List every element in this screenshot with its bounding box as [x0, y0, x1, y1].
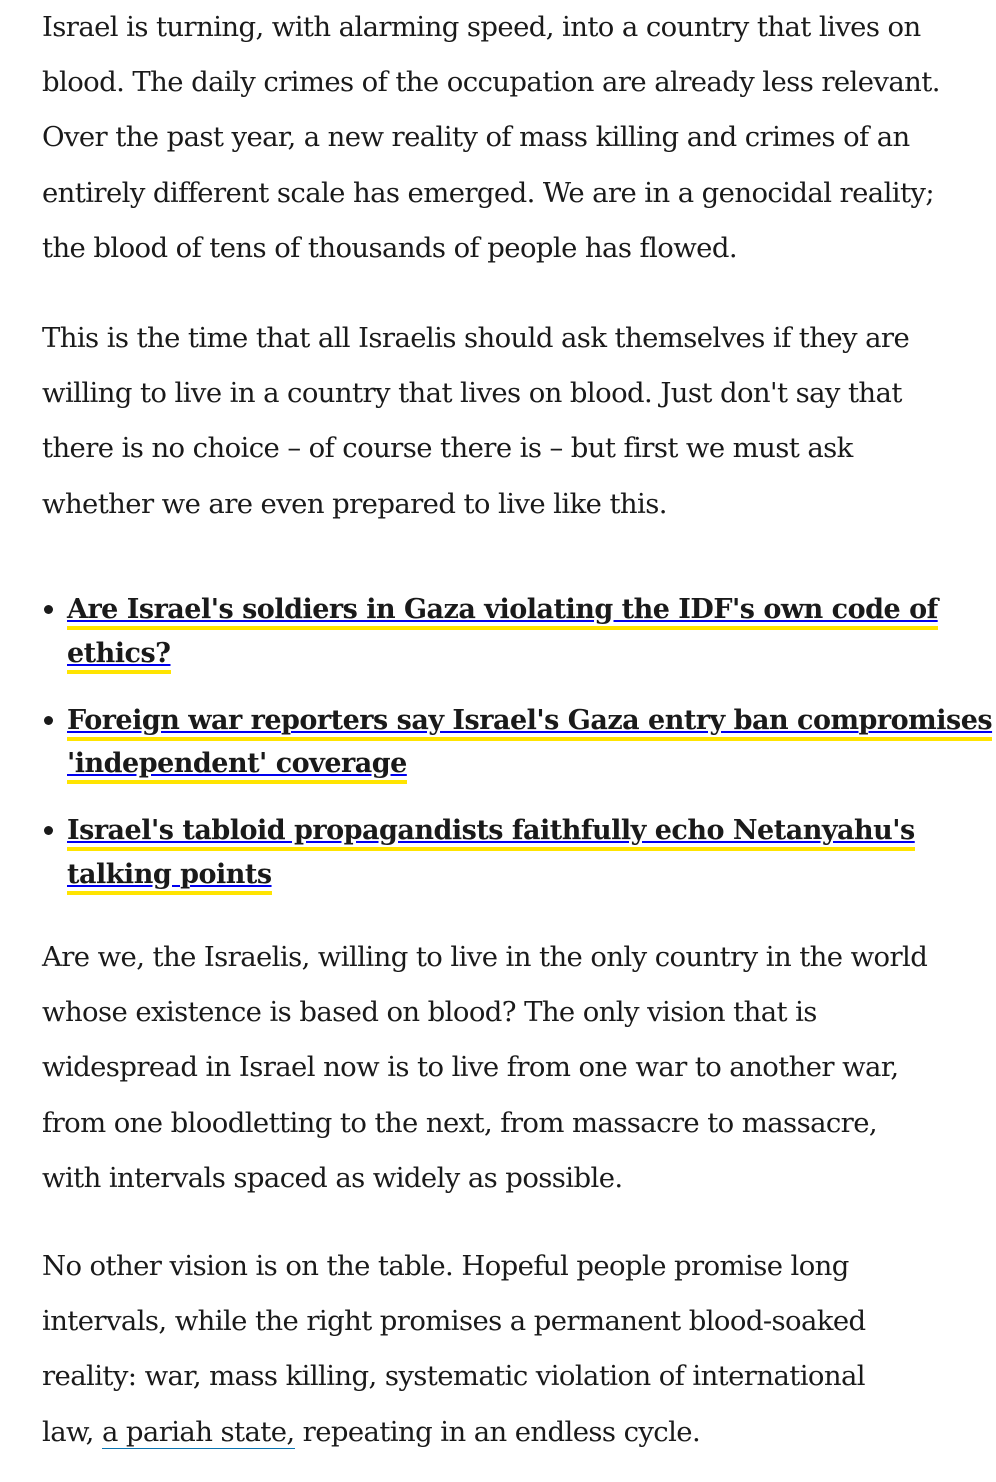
paragraph-line	[42, 1405, 866, 1460]
bullet-icon	[44, 826, 53, 835]
paragraph-text: repeating in an endless cycle.	[294, 1415, 701, 1448]
list-item	[42, 588, 972, 675]
paragraph-line: entirely different scale has emerged. We are in a genocidal reality;	[42, 176, 935, 209]
paragraph-line: intervals, while the right promises a permanent blood-soaked	[42, 1305, 866, 1338]
paragraph-line: with intervals spaced as widely as possible.	[42, 1161, 623, 1194]
paragraph-line: Are we, the Israelis, willing to live in the only country in the world	[42, 941, 928, 973]
related-article-link[interactable]	[67, 699, 993, 786]
link-line: Foreign war reporters say Israel's Gaza entry ban compromises	[67, 705, 992, 741]
paragraph-line: the blood of tens of thousands of people has flowed.	[42, 231, 737, 264]
paragraph-line: widespread in Israel now is to live from one war to another war,	[42, 1051, 899, 1084]
paragraph-line: Israel is turning, with alarming speed, into a country that lives on	[42, 11, 921, 43]
paragraph-line: whose existence is based on blood? The only vision that is	[42, 996, 817, 1029]
related-article-link[interactable]	[67, 809, 972, 896]
related-article-link[interactable]	[67, 588, 972, 675]
link-line: Are Israel's soldiers in Gaza violating the IDF's own code of	[67, 594, 938, 630]
pariah-state-link[interactable]: a pariah state,	[101, 1415, 295, 1448]
paragraph-2	[42, 311, 909, 532]
list-item	[42, 699, 993, 786]
link-line: talking points	[67, 859, 272, 895]
link-line: ethics?	[67, 638, 171, 674]
paragraph-line: from one bloodletting to the next, from massacre to massacre,	[42, 1106, 878, 1139]
bullet-icon	[44, 716, 53, 725]
paragraph-line: reality: war, mass killing, systematic violation of international	[42, 1360, 865, 1393]
paragraph-4	[42, 1239, 866, 1460]
related-articles-list	[42, 588, 993, 920]
list-item	[42, 809, 972, 896]
paragraph-1	[42, 0, 940, 276]
paragraph-line: No other vision is on the table. Hopeful people promise long	[42, 1250, 849, 1282]
paragraph-line: This is the time that all Israelis should ask themselves if they are	[42, 322, 910, 354]
paragraph-3	[42, 930, 927, 1206]
link-line: Israel's tabloid propagandists faithfully echo Netanyahu's	[67, 815, 915, 851]
paragraph-line: there is no choice – of course there is – but first we must ask	[42, 432, 853, 465]
bullet-icon	[44, 605, 53, 614]
paragraph-line: Over the past year, a new reality of mass killing and crimes of an	[42, 121, 910, 154]
paragraph-line: blood. The daily crimes of the occupation are already less relevant.	[42, 66, 940, 99]
link-line: 'independent' coverage	[67, 748, 407, 784]
paragraph-text: law,	[42, 1415, 102, 1448]
paragraph-line: whether we are even prepared to live like this.	[42, 487, 667, 520]
paragraph-line: willing to live in a country that lives on blood. Just don't say that	[42, 377, 902, 410]
